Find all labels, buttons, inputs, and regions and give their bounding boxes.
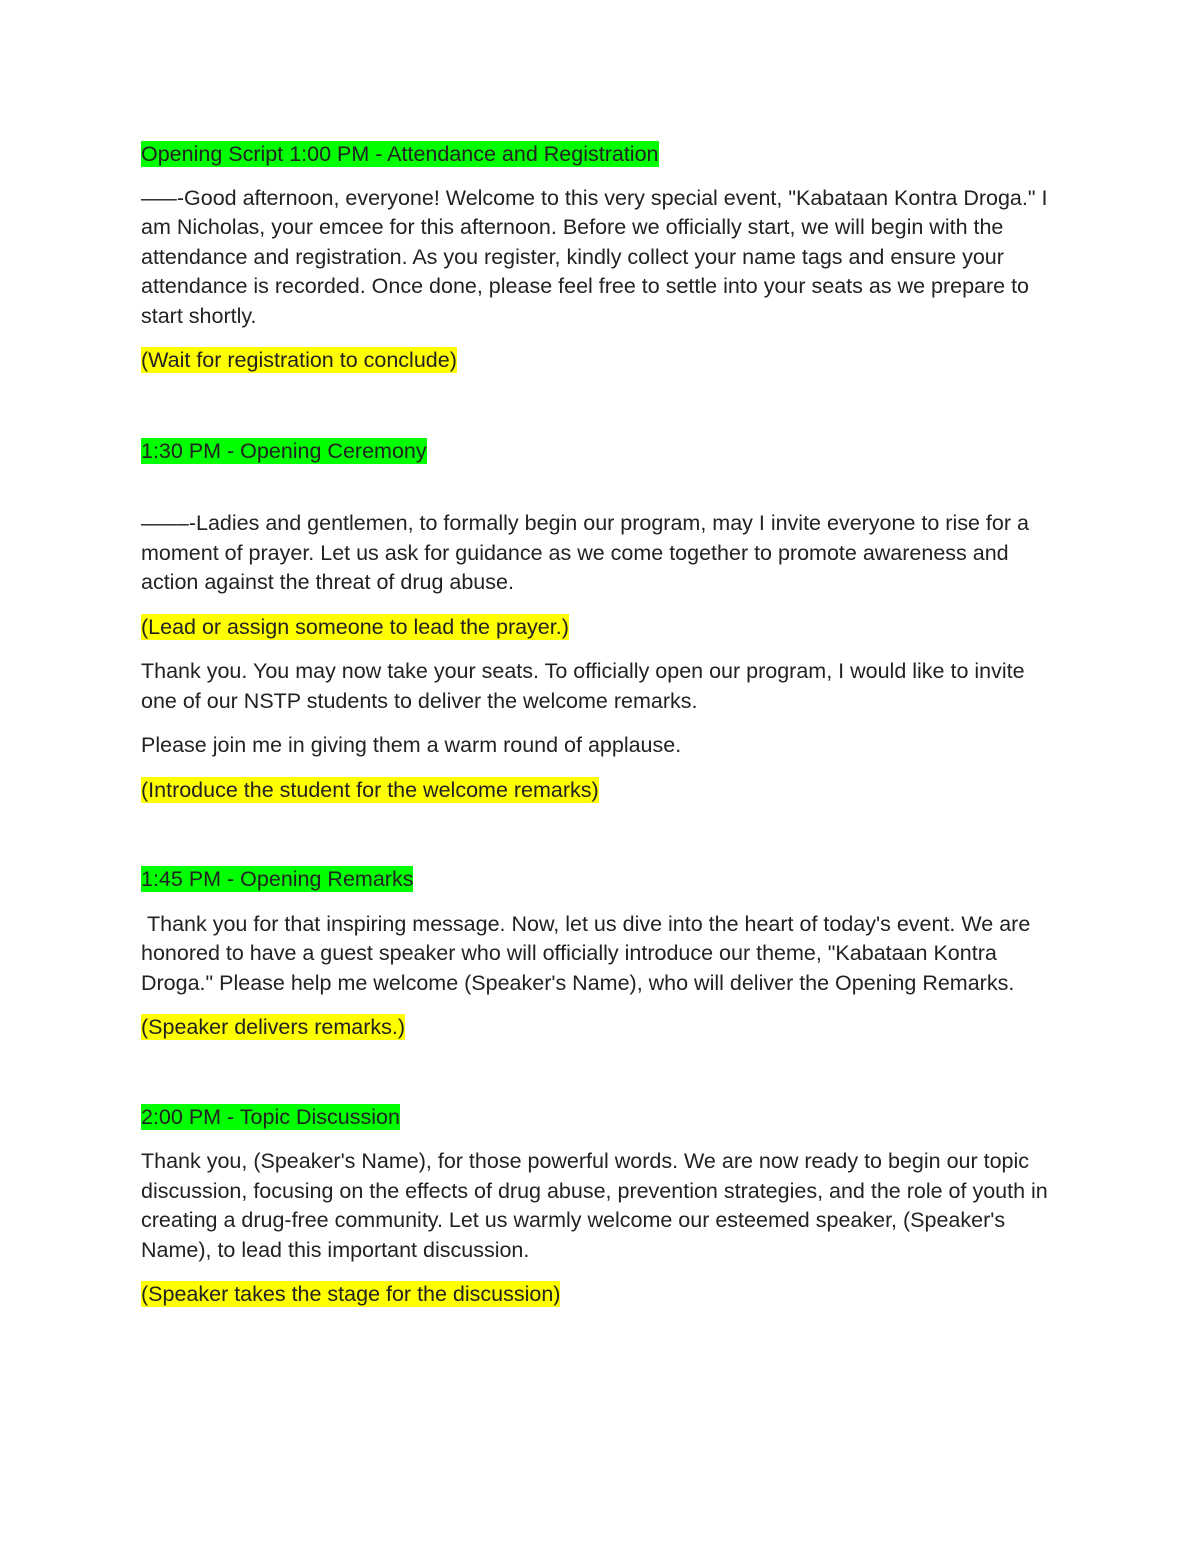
note-highlight: (Introduce the student for the welcome remarks) bbox=[141, 777, 599, 802]
script-paragraph: ––––-Ladies and gentlemen, to formally begin our program, may I invite everyone to rise for a moment of prayer. Let us ask for guidance as we come together to promote awareness and action against the threat of drug abuse. bbox=[141, 511, 1029, 594]
script-paragraph: Thank you for that inspiring message. Now, let us dive into the heart of today's event. We are honored to have a guest speaker who will officially introduce our theme, "Kabataan Kontra Droga." Please help me welcome (Speaker's Name), who will deliver the Opening Remarks. bbox=[141, 911, 1037, 995]
note-highlight: (Speaker takes the stage for the discussion) bbox=[141, 1282, 561, 1306]
heading-highlight: 1:45 PM - Opening Remarks bbox=[141, 867, 414, 891]
note-highlight: (Wait for registration to conclude) bbox=[141, 348, 457, 372]
section-heading-opening-ceremony bbox=[141, 437, 1066, 467]
stage-note bbox=[141, 1013, 1066, 1043]
note-highlight: (Lead or assign someone to lead the prayer.) bbox=[141, 614, 569, 639]
document-page bbox=[141, 140, 1066, 1310]
heading-highlight: Opening Script 1:00 PM - Attendance and Registration bbox=[141, 142, 659, 166]
script-paragraph: Please join me in giving them a warm round of applause. bbox=[141, 733, 682, 757]
heading-highlight: 2:00 PM - Topic Discussion bbox=[141, 1104, 400, 1129]
note-highlight: (Speaker delivers remarks.) bbox=[141, 1015, 406, 1039]
stage-note bbox=[141, 346, 1066, 376]
stage-note bbox=[141, 1280, 1066, 1310]
section-heading-attendance bbox=[141, 140, 1066, 170]
script-paragraph: –––-Good afternoon, everyone! Welcome to this very special event, "Kabataan Kontra Droga." I am Nicholas, your emcee for this afternoon. Before we officially start, we will begin with the attendance and registration. As you register, kindly collect your name tags and ensure your attendance is recorded. Once done, please feel free to settle into your seats as we prepare to start shortly. bbox=[141, 185, 1048, 328]
heading-highlight: 1:30 PM - Opening Ceremony bbox=[141, 438, 427, 463]
section-heading-opening-remarks bbox=[141, 865, 1066, 895]
stage-note bbox=[141, 613, 1066, 643]
script-paragraph: Thank you. You may now take your seats. To officially open our program, I would like to invite one of our NSTP students to deliver the welcome remarks. bbox=[141, 659, 1025, 713]
stage-note bbox=[141, 776, 1066, 806]
script-paragraph: Thank you, (Speaker's Name), for those powerful words. We are now ready to begin our topic discussion, focusing on the effects of drug abuse, prevention strategies, and the role of youth in creating a drug-free community. Let us warmly welcome our esteemed speaker, (Speaker's Name), to lead this important discussion. bbox=[141, 1149, 1048, 1262]
section-heading-topic-discussion bbox=[141, 1103, 1066, 1133]
